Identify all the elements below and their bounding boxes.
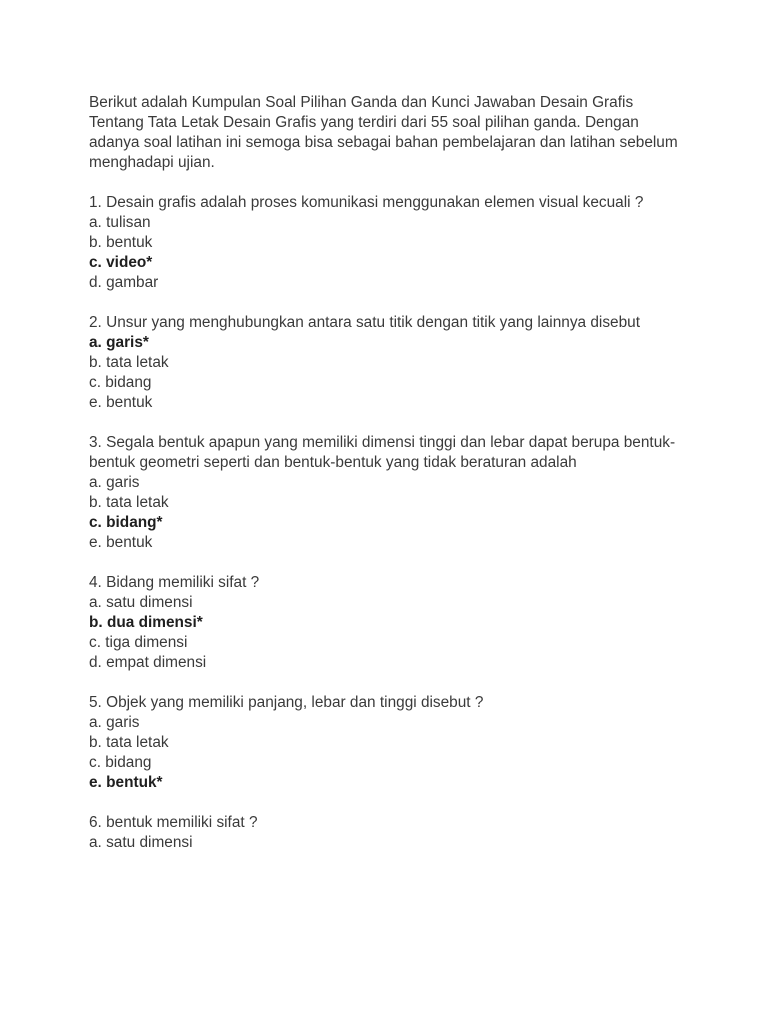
question-text: 1. Desain grafis adalah proses komunikasi menggunakan elemen visual kecuali ? [89,194,644,211]
option-a: a. satu dimensi [89,834,193,851]
question-2 [89,313,689,413]
question-4 [89,573,689,673]
question-text: 4. Bidang memiliki sifat ? [89,574,260,591]
option-e: e. bentuk [89,534,153,551]
option-b: b. bentuk [89,234,153,251]
option-d: d. gambar [89,274,159,291]
option-a: a. garis [89,714,140,731]
question-text: 2. Unsur yang menghubungkan antara satu titik dengan titik yang lainnya disebut [89,314,641,331]
option-c: c. tiga dimensi [89,634,188,651]
option-a: a. garis [89,474,140,491]
intro-paragraph: Berikut adalah Kumpulan Soal Pilihan Ganda dan Kunci Jawaban Desain Grafis Tentang Tata Letak Desain Grafis yang terdiri dari 55 soal pilihan ganda. Dengan adanya soal latihan ini semoga bisa sebagai bahan pembelajaran dan latihan sebelum menghadapi ujian. [89,94,678,171]
question-text: 3. Segala bentuk apapun yang memiliki dimensi tinggi dan lebar dapat berupa bentuk-bentuk geometri seperti dan bentuk-bentuk yang tidak beraturan adalah [89,434,676,471]
option-c: c. bidang [89,754,152,771]
question-text: 5. Objek yang memiliki panjang, lebar dan tinggi disebut ? [89,694,484,711]
option-b-correct: b. dua dimensi* [89,614,203,631]
document-page [89,93,689,873]
option-c-correct: c. video* [89,254,153,271]
option-e: e. bentuk [89,394,153,411]
question-5 [89,693,689,793]
option-e-correct: e. bentuk* [89,774,163,791]
option-b: b. tata letak [89,494,169,511]
option-c: c. bidang [89,374,152,391]
question-3 [89,433,689,553]
option-d: d. empat dimensi [89,654,207,671]
option-a-correct: a. garis* [89,334,149,351]
option-b: b. tata letak [89,354,169,371]
question-6 [89,813,689,853]
option-c-correct: c. bidang* [89,514,163,531]
question-text: 6. bentuk memiliki sifat ? [89,814,258,831]
option-a: a. satu dimensi [89,594,193,611]
question-1 [89,193,689,293]
option-a: a. tulisan [89,214,151,231]
option-b: b. tata letak [89,734,169,751]
